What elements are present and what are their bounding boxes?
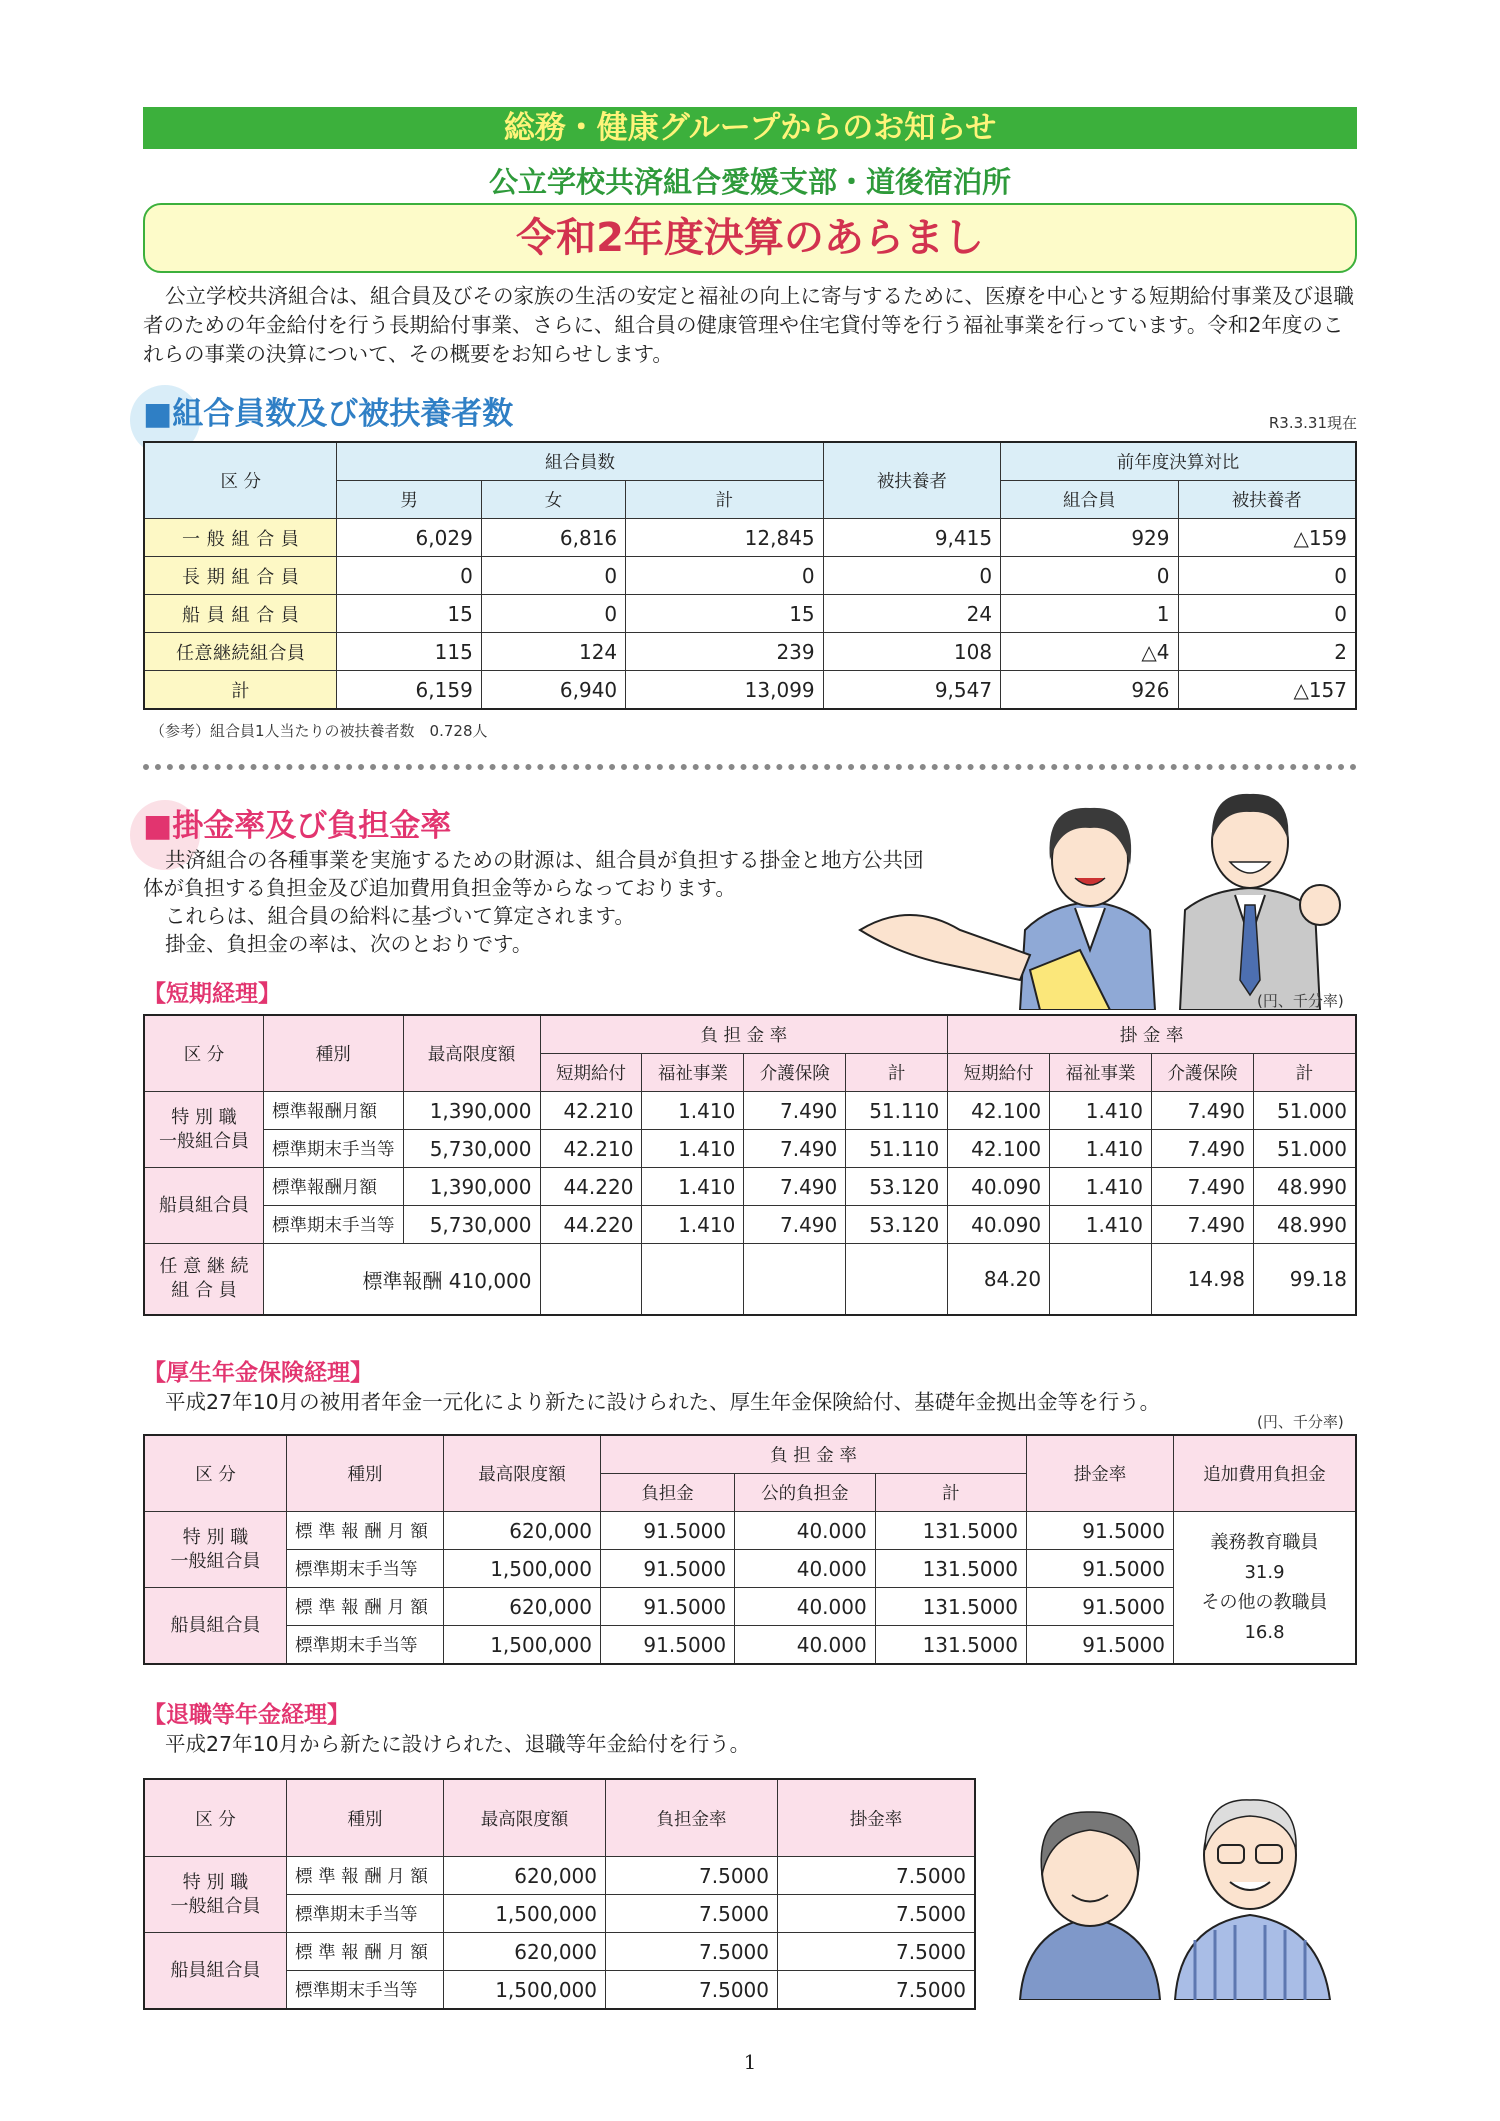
col-sub: 福祉事業 [642, 1054, 744, 1092]
cell: 620,000 [444, 1933, 606, 1971]
col-burden-rate: 負 担 金 率 [601, 1435, 1027, 1474]
col-type: 種別 [264, 1015, 404, 1092]
col-members: 組合員数 [337, 442, 823, 481]
col-type: 種別 [287, 1435, 444, 1512]
group-label: 船員組合員 [144, 1588, 287, 1665]
table-row [144, 1168, 1356, 1206]
cell: 131.5000 [875, 1550, 1026, 1588]
page-number: 1 [743, 2050, 757, 2074]
cell: 91.5000 [1027, 1550, 1174, 1588]
cell: 42.210 [540, 1092, 642, 1130]
elderly-couple-illustration [1010, 1790, 1350, 2000]
cell: 6,940 [481, 671, 625, 710]
cell: 標準報酬 410,000 [264, 1244, 541, 1316]
cell: 1.410 [642, 1168, 744, 1206]
cell: 7.5000 [606, 1895, 778, 1933]
col-sub: 介護保険 [744, 1054, 846, 1092]
col-sub: 公的負担金 [735, 1474, 876, 1512]
col-kubun: 区 分 [144, 1779, 287, 1857]
cell: 7.490 [744, 1092, 846, 1130]
short-term-table [143, 1014, 1357, 1316]
cell: 40.090 [948, 1206, 1050, 1244]
cell: 7.5000 [606, 1971, 778, 2010]
col-sub: 介護保険 [1152, 1054, 1254, 1092]
cell [642, 1244, 744, 1316]
cell: 53.120 [846, 1206, 948, 1244]
cell: 131.5000 [875, 1588, 1026, 1626]
cell: 91.5000 [601, 1626, 735, 1665]
welfare-pension-desc: 平成27年10月の被用者年金一元化により新たに設けられた、厚生年金保険給付、基礎年金拠出金等を行う。 [165, 1390, 1161, 1414]
cell: 0 [481, 595, 625, 633]
retirement-pension-table [143, 1778, 976, 2010]
cell: 0 [481, 557, 625, 595]
table-row [144, 519, 1356, 557]
cell: 53.120 [846, 1168, 948, 1206]
cell: 108 [823, 633, 1000, 671]
cell: 15 [337, 595, 481, 633]
cell: 91.5000 [601, 1512, 735, 1550]
cell: 24 [823, 595, 1000, 633]
group-label: 船員組合員 [144, 1933, 287, 2010]
welfare-pension-table [143, 1434, 1357, 1665]
cell: 51.000 [1253, 1092, 1356, 1130]
cell: 標準期末手当等 [264, 1130, 404, 1168]
cell: 1,390,000 [403, 1092, 540, 1130]
col-sub: 短期給付 [540, 1054, 642, 1092]
short-term-heading: 【短期経理】 [143, 981, 281, 1007]
cell: 7.5000 [606, 1857, 778, 1895]
cell: 6,029 [337, 519, 481, 557]
organization-subtitle: 公立学校共済組合愛媛支部・道後宿泊所 [488, 165, 1011, 199]
cell: 91.5000 [601, 1588, 735, 1626]
cell: 131.5000 [875, 1512, 1026, 1550]
cell: 42.100 [948, 1130, 1050, 1168]
cell: 40.000 [735, 1512, 876, 1550]
col-sub: 計 [875, 1474, 1026, 1512]
cell: 1,500,000 [444, 1550, 601, 1588]
cell: 42.210 [540, 1130, 642, 1168]
cell: 標準期末手当等 [264, 1206, 404, 1244]
rates-paragraph-2: これらは、組合員の給料に基づいて算定されます。 [165, 904, 635, 928]
cell: 84.20 [948, 1244, 1050, 1316]
cell: 0 [1178, 595, 1356, 633]
cell: 42.100 [948, 1092, 1050, 1130]
cell: 標 準 報 酬 月 額 [287, 1512, 444, 1550]
group-label: 特 別 職 一般組合員 [144, 1512, 287, 1588]
unit-note: (円、千分率) [1257, 1413, 1344, 1431]
cell [846, 1244, 948, 1316]
members-table [143, 441, 1357, 710]
col-premium-rate: 掛 金 率 [948, 1015, 1356, 1054]
retirement-pension-desc: 平成27年10月から新たに設けられた、退職等年金給付を行う。 [165, 1732, 751, 1756]
cell: 7.490 [1152, 1130, 1254, 1168]
cell: 40.000 [735, 1588, 876, 1626]
table-row [144, 1933, 975, 1971]
rates-heading: ■掛金率及び負担金率 [143, 808, 452, 844]
row-label: 計 [144, 671, 337, 710]
cell: 標 準 報 酬 月 額 [287, 1857, 444, 1895]
cell: 44.220 [540, 1206, 642, 1244]
cell: 7.5000 [778, 1857, 976, 1895]
cell: 40.000 [735, 1550, 876, 1588]
table-row [144, 1512, 1356, 1550]
row-label: 任意継続組合員 [144, 633, 337, 671]
cell: △159 [1178, 519, 1356, 557]
cell: 1.410 [642, 1130, 744, 1168]
cell: 1,500,000 [444, 1895, 606, 1933]
col-prev: 前年度決算対比 [1001, 442, 1356, 481]
group-label: 特 別 職 一般組合員 [144, 1092, 264, 1168]
rates-paragraph-3: 掛金、負担金の率は、次のとおりです。 [165, 932, 533, 956]
cell: 1 [1001, 595, 1178, 633]
cell: 620,000 [444, 1588, 601, 1626]
section-divider [143, 764, 1357, 770]
cell: 926 [1001, 671, 1178, 710]
cell: 1.410 [642, 1206, 744, 1244]
col-sub: 福祉事業 [1050, 1054, 1152, 1092]
welfare-pension-heading: 【厚生年金保険経理】 [143, 1360, 373, 1386]
cell: 9,547 [823, 671, 1000, 710]
table-row [144, 1092, 1356, 1130]
col-kubun: 区 分 [144, 1015, 264, 1092]
col-type: 種別 [287, 1779, 444, 1857]
cell: 15 [626, 595, 823, 633]
table-row [144, 1206, 1356, 1244]
col-max: 最高限度額 [444, 1779, 606, 1857]
col-kubun: 区 分 [144, 442, 337, 519]
cell: 標 準 報 酬 月 額 [287, 1588, 444, 1626]
cell: 14.98 [1152, 1244, 1254, 1316]
cell: 9,415 [823, 519, 1000, 557]
cell: 7.490 [1152, 1168, 1254, 1206]
row-label: 一 般 組 合 員 [144, 519, 337, 557]
cell: 929 [1001, 519, 1178, 557]
cell: 0 [337, 557, 481, 595]
cell: 標準期末手当等 [287, 1626, 444, 1665]
cell: 0 [1001, 557, 1178, 595]
col-sub: 計 [846, 1054, 948, 1092]
cell: 48.990 [1253, 1168, 1356, 1206]
office-workers-illustration [850, 780, 1360, 1010]
cell: 115 [337, 633, 481, 671]
col-sub: 計 [1253, 1054, 1356, 1092]
cell: 6,159 [337, 671, 481, 710]
cell: 91.5000 [601, 1550, 735, 1588]
col-male: 男 [337, 481, 481, 519]
cell: 131.5000 [875, 1626, 1026, 1665]
cell: 1,390,000 [403, 1168, 540, 1206]
group-label: 船員組合員 [144, 1168, 264, 1244]
extra-cost-cell: 義務教育職員 31.9 その他の教職員 16.8 [1174, 1512, 1357, 1665]
cell: 1.410 [1050, 1206, 1152, 1244]
cell: 7.5000 [778, 1933, 976, 1971]
cell: 7.490 [1152, 1092, 1254, 1130]
col-female: 女 [481, 481, 625, 519]
cell: 51.000 [1253, 1130, 1356, 1168]
cell: 7.5000 [606, 1933, 778, 1971]
cell: 7.490 [744, 1130, 846, 1168]
cell: 51.110 [846, 1092, 948, 1130]
row-label: 長 期 組 合 員 [144, 557, 337, 595]
col-prev-members: 組合員 [1001, 481, 1178, 519]
cell: 0 [1178, 557, 1356, 595]
cell: 12,845 [626, 519, 823, 557]
cell: 1.410 [1050, 1168, 1152, 1206]
cell: 91.5000 [1027, 1588, 1174, 1626]
cell: 91.5000 [1027, 1626, 1174, 1665]
col-burden-rate: 負担金率 [606, 1779, 778, 1857]
cell: 5,730,000 [403, 1206, 540, 1244]
cell: 標 準 報 酬 月 額 [287, 1933, 444, 1971]
as-of-date: R3.3.31現在 [1268, 414, 1357, 432]
col-premium-rate: 掛金率 [778, 1779, 976, 1857]
col-kubun: 区 分 [144, 1435, 287, 1512]
cell [540, 1244, 642, 1316]
col-max: 最高限度額 [444, 1435, 601, 1512]
col-sub: 短期給付 [948, 1054, 1050, 1092]
table-row-total [144, 671, 1356, 710]
cell: 44.220 [540, 1168, 642, 1206]
cell: 40.000 [735, 1626, 876, 1665]
group-label: 任 意 継 続 組 合 員 [144, 1244, 264, 1316]
cell: 7.5000 [778, 1971, 976, 2010]
col-total: 計 [626, 481, 823, 519]
members-heading: ■組合員数及び被扶養者数 [143, 396, 514, 432]
cell: 2 [1178, 633, 1356, 671]
cell: 91.5000 [1027, 1512, 1174, 1550]
cell: 1.410 [1050, 1092, 1152, 1130]
retirement-pension-heading: 【退職等年金経理】 [143, 1702, 350, 1728]
col-max: 最高限度額 [403, 1015, 540, 1092]
table-row [144, 633, 1356, 671]
table-row [144, 1244, 1356, 1316]
cell: 7.490 [744, 1206, 846, 1244]
cell: △4 [1001, 633, 1178, 671]
table-row [144, 595, 1356, 633]
cell: 標準期末手当等 [287, 1550, 444, 1588]
unit-note: (円、千分率) [1257, 992, 1344, 1010]
row-label: 船 員 組 合 員 [144, 595, 337, 633]
cell: 620,000 [444, 1512, 601, 1550]
cell [744, 1244, 846, 1316]
cell: 5,730,000 [403, 1130, 540, 1168]
col-burden-rate: 負 担 金 率 [540, 1015, 948, 1054]
col-sub: 負担金 [601, 1474, 735, 1512]
cell: 標準期末手当等 [287, 1971, 444, 2010]
cell: 1,500,000 [444, 1626, 601, 1665]
table-row [144, 1130, 1356, 1168]
cell: 124 [481, 633, 625, 671]
col-premium-rate: 掛金率 [1027, 1435, 1174, 1512]
cell: 40.090 [948, 1168, 1050, 1206]
reference-note: （参考）組合員1人当たりの被扶養者数 0.728人 [150, 722, 488, 740]
cell: 1,500,000 [444, 1971, 606, 2010]
cell [1050, 1244, 1152, 1316]
header-banner: 総務・健康グループからのお知らせ [143, 107, 1357, 149]
intro-paragraph: 公立学校共済組合は、組合員及びその家族の生活の安定と福祉の向上に寄与するために、医療を中心とする短期給付事業及び退職者のための年金給付を行う長期給付事業、さらに、組合員の健康管理や住宅貸付等を行う福祉事業を行っています。令和2年度のこれらの事業の決算について、その概要をお知らせします。 [143, 284, 1354, 366]
cell: 標準期末手当等 [287, 1895, 444, 1933]
cell: 6,816 [481, 519, 625, 557]
col-prev-dependents: 被扶養者 [1178, 481, 1356, 519]
cell: 標準報酬月額 [264, 1168, 404, 1206]
cell: 48.990 [1253, 1206, 1356, 1244]
cell: 7.490 [1152, 1206, 1254, 1244]
cell: △157 [1178, 671, 1356, 710]
cell: 1.410 [642, 1092, 744, 1130]
cell: 7.5000 [778, 1895, 976, 1933]
cell: 51.110 [846, 1130, 948, 1168]
col-extra: 追加費用負担金 [1174, 1435, 1357, 1512]
cell: 620,000 [444, 1857, 606, 1895]
group-label: 特 別 職 一般組合員 [144, 1857, 287, 1933]
rates-paragraph-1: 共済組合の各種事業を実施するための財源は、組合員が負担する掛金と地方公共団体が負担する負担金及び追加費用負担金等からなっております。 [143, 848, 924, 900]
col-dependents: 被扶養者 [823, 442, 1000, 519]
cell: 239 [626, 633, 823, 671]
page-title: 令和2年度決算のあらまし [143, 203, 1357, 273]
cell: 0 [823, 557, 1000, 595]
cell: 13,099 [626, 671, 823, 710]
table-row [144, 1857, 975, 1895]
cell: 7.490 [744, 1168, 846, 1206]
cell: 99.18 [1253, 1244, 1356, 1316]
cell: 1.410 [1050, 1130, 1152, 1168]
cell: 標準報酬月額 [264, 1092, 404, 1130]
table-row [144, 557, 1356, 595]
cell: 0 [626, 557, 823, 595]
